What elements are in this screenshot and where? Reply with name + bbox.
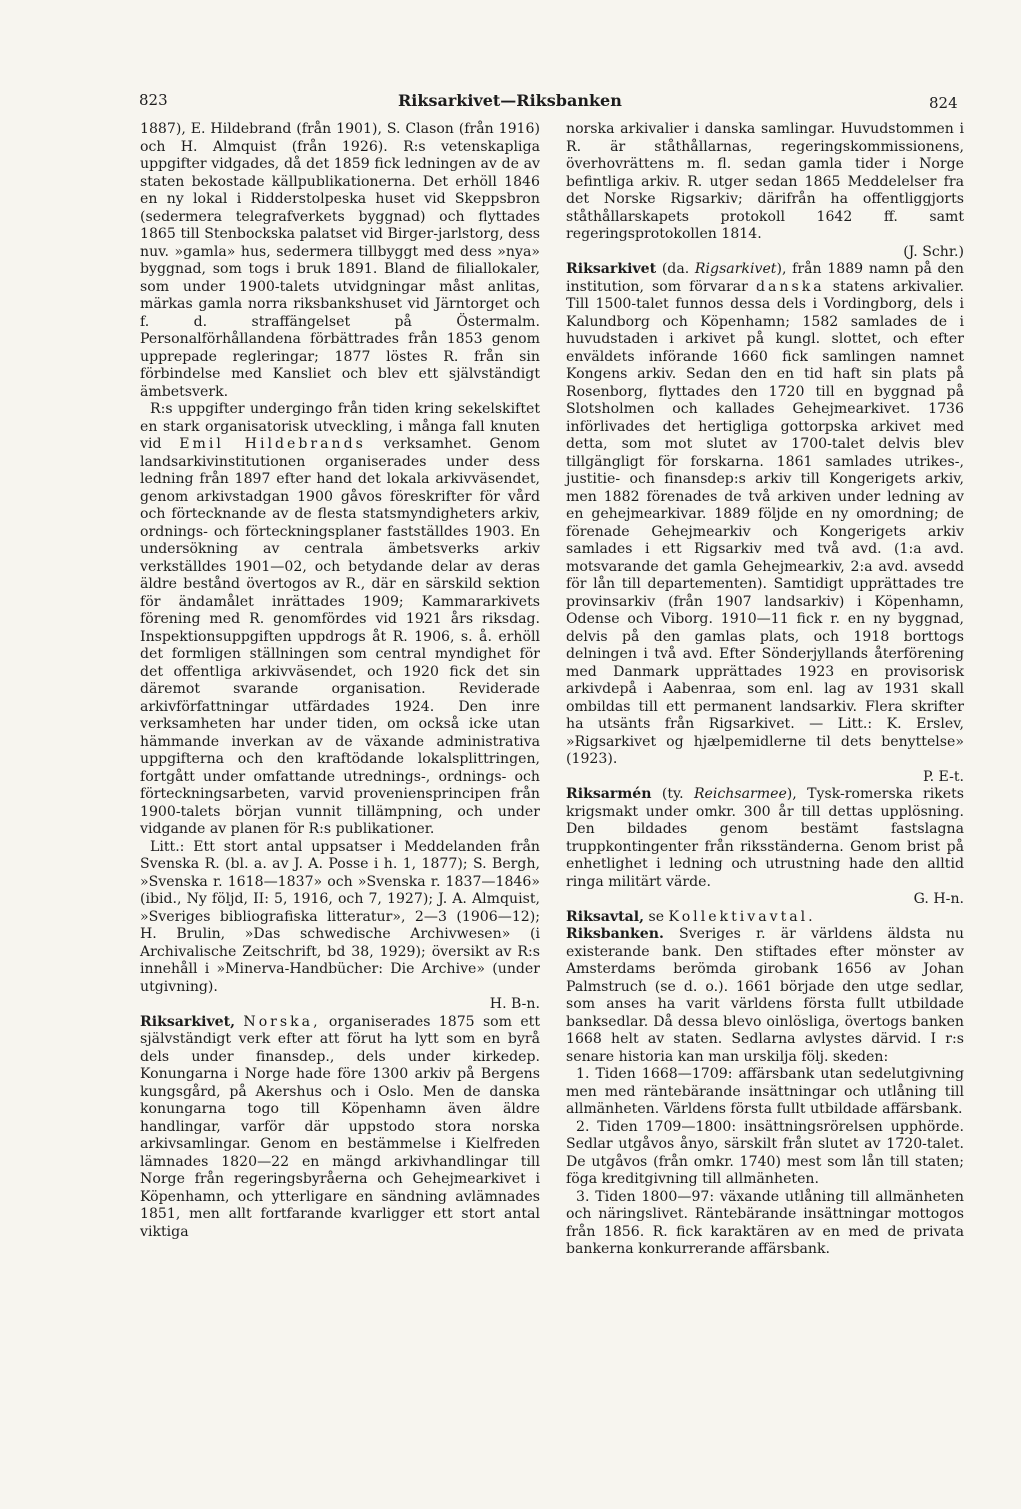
list-item: 2. Tiden 1709—1800: insättningsrörelsen upphörde. Sedlar utgåvos ånyo, särskilt från slutet av 1720-talet. De utgåvos (från omkr. 1740) mest som lån till staten; föga kreditgivning till allmänheten. <box>566 1118 964 1187</box>
text: Litt.: Ett stort antal uppsatser i Meddelanden från Svenska R. (bl. a. av J. A. Posse i h. 1, 1877); S. Bergh, »Svenska r. 1618—1837» och »Svenska r. 1837—1846» (ibid., Ny följd, II: 5, 1916, och 7, 1927); J. A. Almquist, »Sveriges bibliografiska litteratur», 2—3 (1906—12); H. Brulin, »Das schwedische Archivwesen» (i Archivalische Zeitschrift, bd 38, 1929); översikt av R:s innehåll i »Minerva-Handbücher: Die Archive» (under utgivning). <box>140 838 540 995</box>
text: statens arkivalier. Till 1500-talet funnos dessa dels i Vordingborg, dels i Kalundborg och Köpenhamn; 1582 samlades de i huvudstaden i arkivet på kungl. slottet, och efter enväldets införande 1660 fick samlingen namnet Kongens arkiv. Sedan den en tid haft sin plats på Rosenborg, flyttades den 1720 till en byggnad på Slotsholmen och kallades Gehejmearkivet. 1736 införlivades det hertigliga gottorpska arkivet med detta, som mot slutet av 1700-talet delvis blev tillgängligt för forskarna. 1861 samlades utrikes-, justitie- och finansdep:s arkiv till Kongerigets arkiv, men 1882 förenades de två arkiven under ledning av en gehejmearkivar. 1889 följde en ny omordning; de förenade Gehejmearkiv och Kongerigets arkiv samlades i ett Rigsarkiv med två avd. (1:a avd. motsvarande det gamla Gehejmearkiv, 2:a avd. avsedd för lån till departementen). Samtidigt upprättades tre provinsarkiv (från 1907 landsarkiv) i Köpenhamn, Odense och Viborg. 1910—11 fick r. en ny byggnad, delvis på den gamlas plats, och 1918 borttogs delningen i två avd. Efter Sönderjyllands återförening med Danmark upprättades 1923 en provisorisk arkivdepå i Aabenraa, som enl. lag av 1931 skall ombildas till ett permanent landsarkiv. Flera skrifter ha utsänts från Rigsarkivet. — Litt.: K. Erslev, »Rigsarkivet og hjælpemidlerne til dets benyttelse» (1923). <box>566 278 965 767</box>
text: norska arkivalier i danska samlingar. Huvudstommen i R. är ståthållarnas, regeringskommissionens, överhovrättens m. fl. sedan gamla tider i Norge befintliga arkiv. R. utger sedan 1865 Meddelelser fra det Norske Rigsarkiv; därifrån ha offentliggjorts ståthållarskapets protokoll 1642 ff. samt regeringsprotokollen 1814. <box>566 121 964 242</box>
text: (da. <box>661 261 690 277</box>
text: se <box>648 908 665 925</box>
text: Sveriges r. är världens äldsta nu existerande bank. Den stiftades efter mönster av Amsterdams berömda girobank 1656 av Johan Palmstruch (se d. o.). 1661 började den utge sedlar, som anses ha varit världens första fullt utbildade banksedlar. Då dessa blevo oinlösliga, övertogs banken 1668 helt av staten. Sedlarna avlystes därvid. I r:s senare historia kan man urskilja följ. skeden: <box>566 926 964 1065</box>
right-column <box>566 121 964 1259</box>
headword: Riksarkivet, <box>140 1013 236 1030</box>
page-number-left: 823 <box>139 91 168 109</box>
paragraph <box>566 121 964 261</box>
entry <box>140 1014 540 1242</box>
literature-note <box>140 839 540 1014</box>
left-column <box>140 121 540 1241</box>
page-number-right: 824 <box>929 94 958 112</box>
text: (ty. <box>661 786 684 802</box>
author-signature: G. H-n. <box>913 891 964 907</box>
text: verksamhet. Genom landsarkivinstitutionen organiserades under dess ledning från 1897 efter hand det lokala arkivväsendet, genom arkivstadgan 1900 gåvos föreskrifter för vård och förtecknande av de flesta statsmyndigheters arkiv, ordnings- och förteckningsplaner fastställdes 1903. En undersökning av centrala ämbetsverks arkiv verkställdes 1901—02, och betydande delar av deras äldre bestånd övertogos av R., där en särskild sektion för ändamålet inrättades 1909; Kammararkivets förening med R. genomfördes vid 1921 års riksdag. Inspektionsuppgiften uppdrogs åt R. 1906, s. å. erhöll det formligen ställningen som central myndighet för det offentliga arkivväsendet, och 1920 fick det sin däremot svarande organisation. Reviderade arkivförfattningar utfärdades 1924. Den inre verksamheten har under tiden, om också icke utan hämmande inverkan av de växande administrativa uppgifterna och den kraftödande lokalsplittringen, fortgått under omfattande utrednings-, ordnings- och förteckningsarbeten, varvid proveniensprincipen från 1900-talets början vunnit tillämpning, och under vidgande av planen för R:s publikationer. <box>140 436 540 837</box>
entry <box>566 909 964 927</box>
author-signature: P. E-t. <box>922 768 964 785</box>
headword: Riksavtal, <box>566 908 644 925</box>
list-item: 3. Tiden 1800—97: växande utlåning till allmänheten och näringslivet. Räntebärande insättningar mottogos från 1856. R. fick karaktären av en med de privata bankerna konkurrerande affärsbank. <box>566 1188 964 1257</box>
entry <box>566 261 964 786</box>
cross-reference: Kollektivavtal. <box>668 908 816 925</box>
text: ), Tysk-romerska rikets krigsmakt under omkr. 300 år till dettas upplösning. Den bildades genom bestämt fastslagna truppkontingenter från riksständerna. Genom brist på enhetlighet i ledning och utrustning hade den alltid ringa militärt värde. <box>566 786 965 890</box>
headword: Riksarkivet <box>566 261 657 277</box>
text: ), från 1889 namn på den institution, som förvarar <box>566 261 964 295</box>
author-signature: (J. Schr.) <box>903 243 964 260</box>
paragraph <box>140 401 540 839</box>
headword: Riksbanken. <box>566 926 664 942</box>
spaced-name: danska <box>755 278 825 295</box>
author-signature: H. B-n. <box>489 996 540 1012</box>
italic-term: Reichsarmee <box>693 786 787 802</box>
paragraph: 1887), E. Hildebrand (från 1901), S. Clason (från 1916) och H. Almquist (från 1926). R:s vetenskapliga uppgifter vidgades, då det 1859 fick ledningen av de av staten bekostade källpublikationerna. Det erhöll 1846 en ny lokal i Ridderstolpeska huset vid Skeppsbron (sedermera telegrafverkets byggnad) och flyttades 1865 till Stenbockska palatset vid Birger-jarlstorg, dess nuv. »gamla» hus, sedermera tillbyggt med dess »nya» byggnad, som togs i bruk 1891. Bland de filiallokaler, som under 1900-talets utvidgningar måst anlitas, märkas gamla norra riksbankshuset vid Järntorget och f. d. straffängelset på Östermalm. Personalförhållandena förbättrades från 1853 genom upprepade regleringar; 1877 löstes R. från sin förbindelse med Kansliet och blev ett självständigt ämbetsverk. <box>140 121 540 400</box>
text: organiserades 1875 som ett självständigt verk efter att förut ha lytt som en byrå dels under finansdep., dels under kirkedep. Konungarna i Norge hade före 1300 arkiv på Bergens kungsgård, på Akershus och i Oslo. Men de danska konungarna togo till Köpenhamn även äldre handlingar, varför där uppstodo stora norska arkivsamlingar. Genom en bestämmelse i Kielfreden lämnades 1820—22 en mängd arkivhandlingar till Norge från regeringsbyråerna och Gehejmearkivet i Köpenhamn, och ytterligare en sändning avlämnades 1851, men allt fortfarande kvarligger ett stort antal viktiga <box>140 1013 541 1240</box>
running-head: Riksarkivet—Riksbanken <box>398 91 622 110</box>
headword: Riksarmén <box>566 786 652 802</box>
italic-term: Rigsarkivet <box>694 261 777 277</box>
spaced-name: Norska, <box>243 1013 321 1030</box>
list-item: 1. Tiden 1668—1709: affärsbank utan sedelutgivning men med räntebärande insättningar och utlåning till allmänheten. Världens första fullt utbildade affärsbank. <box>566 1066 964 1117</box>
spaced-name: Emil Hildebrands <box>179 436 366 452</box>
entry <box>566 926 964 1066</box>
entry <box>566 786 964 909</box>
text: R:s uppgifter undergingo från tiden kring sekelskiftet en stark organisatorisk utveckling, i många fall knuten vid <box>140 401 540 452</box>
